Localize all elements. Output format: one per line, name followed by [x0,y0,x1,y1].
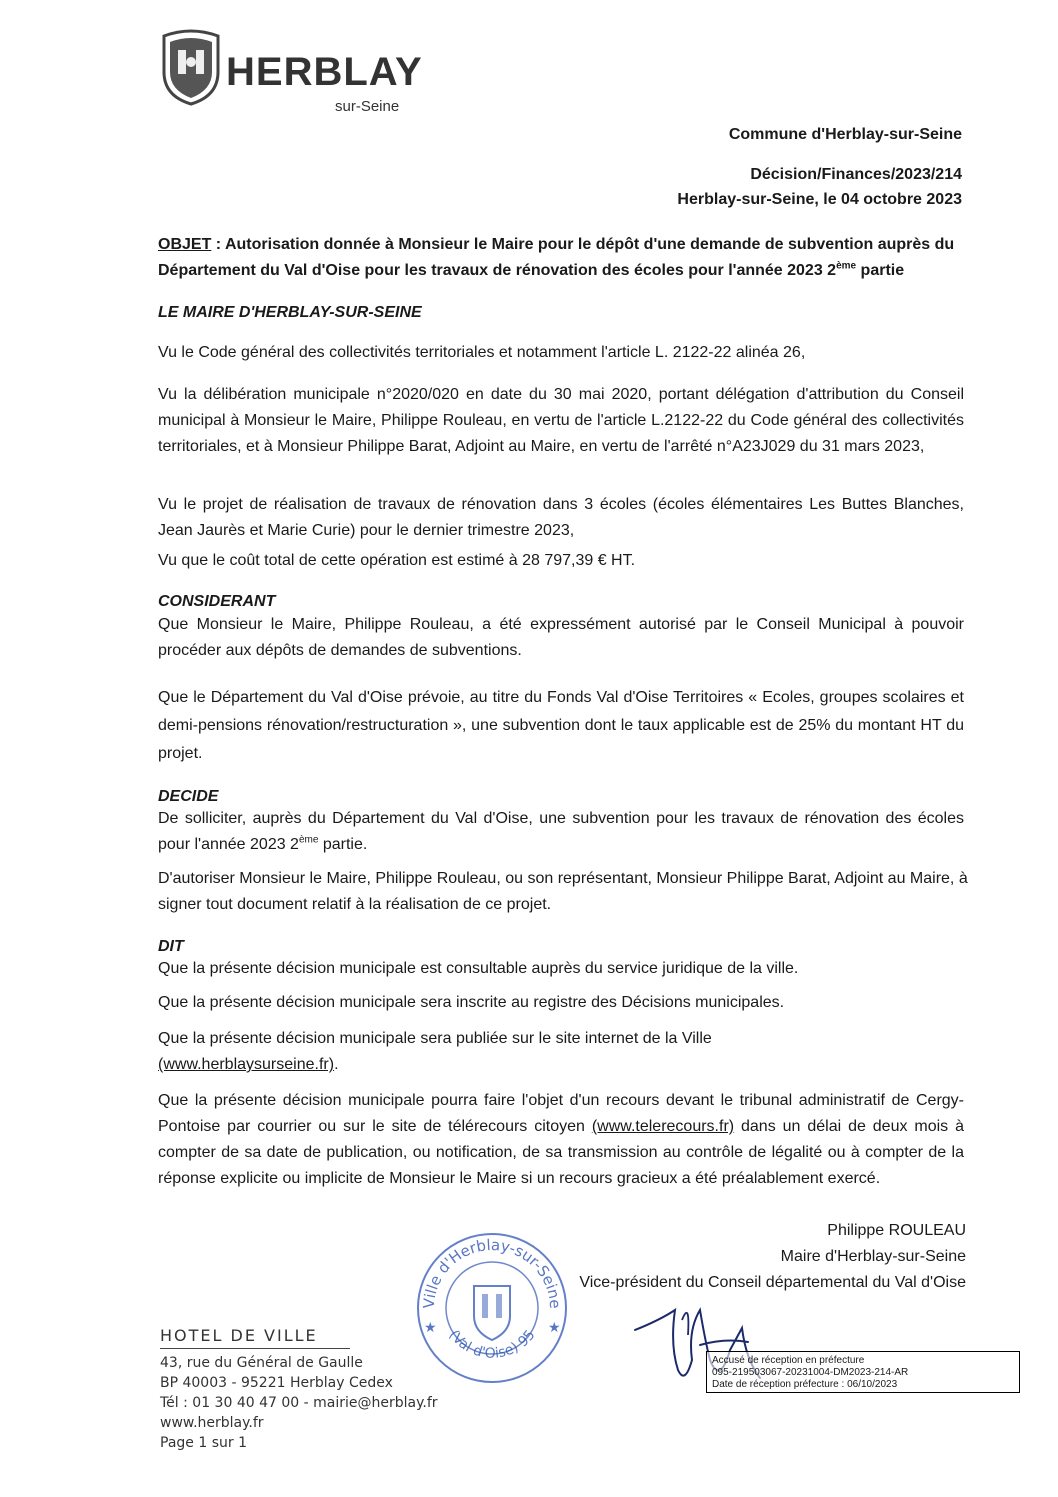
objet-label: OBJET [158,236,212,253]
decision-reference: Décision/Finances/2023/214 [750,166,962,183]
footer-divider [160,1348,350,1349]
vu-paragraph-4: Vu que le coût total de cette opération est estimé à 28 797,39 € HT. [158,552,636,569]
footer-address-line: 43, rue du Général de Gaulle [160,1355,363,1371]
objet-text: Autorisation donnée à Monsieur le Maire pour le dépôt d'une demande de subvention auprès du Département du Val d'Oise pour les travaux de rénovation des écoles pour l'année 2023 2 [158,236,955,279]
logo-name: HERBLAY [226,50,423,94]
considerant-paragraph-1: Que Monsieur le Maire, Philippe Rouleau, a été expressément autorisé par le Conseil Municipal à pouvoir procéder aux dépôts de demandes de subventions. [158,616,964,659]
city-logo [160,28,423,118]
stamp-bottom-text: (Val d'Oise) 95 [445,1327,539,1362]
objet: OBJET : Autorisation donnée à Monsieur le Maire pour le dépôt d'une demande de subvention auprès du Département du Val d'Oise pour les travaux de rénovation des écoles pour l'année 2023 2ème partie [158,236,955,279]
decide-paragraph-1: De solliciter, auprès du Département du Val d'Oise, une subvention pour les travaux de rénovation des écoles pour l'année 2023 2ème partie. [158,810,964,853]
herblay-website-link[interactable]: (www.herblaysurseine.fr) [158,1056,335,1073]
vu-paragraph-2: Vu la délibération municipale n°2020/020 en date du 30 mai 2020, portant délégation d'attribution du Conseil municipal à Monsieur le Maire, Philippe Rouleau, en vertu de l'article L.2122-22 du Code général des collectivités territoriales, et à Monsieur Philippe Barat, Adjoint au Maire, en vertu de l'arrêté n°A23J029 du 31 mars 2023, [158,386,964,455]
place-date: Herblay-sur-Seine, le 04 octobre 2023 [677,191,962,208]
receipt-line-2: 095-219503067-20231004-DM2023-214-AR [712,1367,909,1378]
svg-text:★: ★ [424,1319,437,1335]
vu-paragraph-3: Vu le projet de réalisation de travaux de rénovation dans 3 écoles (écoles élémentaires Les Buttes Blanches, Jean Jaurès et Marie Curie) pour le dernier trimestre 2023, [158,496,964,539]
footer-bp: BP 40003 - 95221 Herblay Cedex [160,1375,393,1391]
vu-paragraph-1: Vu le Code général des collectivités territoriales et notamment l'article L. 2122-22 alinéa 26, [158,344,806,361]
decide-paragraph-2: D'autoriser Monsieur le Maire, Philippe Rouleau, ou son représentant, Monsieur Philippe Barat, Adjoint au Maire, à signer tout document relatif à la réalisation de ce projet. [158,870,968,913]
prefecture-receipt-box [706,1351,1020,1393]
svg-text:Ville d'Herblay-sur-Seine [420,1236,564,1309]
signatory-role-1: Maire d'Herblay-sur-Seine [780,1248,966,1265]
telerecours-link[interactable]: (www.telerecours.fr) [591,1118,735,1135]
page-title: LE MAIRE D'HERBLAY-SUR-SEINE [158,304,422,321]
svg-text:★: ★ [548,1319,561,1335]
logo-subtitle: sur-Seine [335,98,400,115]
receipt-line-1: Accusé de réception en préfecture [712,1355,865,1366]
dit-paragraph-2: Que la présente décision municipale sera inscrite au registre des Décisions municipales. [158,994,785,1011]
decide-heading: DECIDE [158,788,219,805]
page-number: Page 1 sur 1 [160,1435,247,1451]
footer-title: HOTEL DE VILLE [160,1326,318,1345]
dit-paragraph-1: Que la présente décision municipale est consultable auprès du service juridique de la ville. [158,960,799,977]
considerant-heading: CONSIDERANT [158,593,276,610]
signatory-role-2: Vice-président du Conseil départemental du Val d'Oise [579,1274,966,1291]
dit-paragraph-3: Que la présente décision municipale sera publiée sur le site internet de la Ville (www.herblaysurseine.fr). [158,1030,712,1073]
footer-contact: Tél : 01 30 40 47 00 - mairie@herblay.fr [160,1395,438,1411]
signatory-name: Philippe ROULEAU [827,1222,966,1239]
dit-paragraph-4: Que la présente décision municipale pourra faire l'objet d'un recours devant le tribunal administratif de Cergy-Pontoise par courrier ou sur le site de télérecours citoyen (www.telerecours.fr) dans un délai de deux mois à compter de sa date de publication, ou notification, de sa transmission au contrôle de légalité ou à compter de la réponse explicite ou implicite de Monsieur le Maire si un recours gracieux a été préalablement exercé. [158,1092,964,1187]
footer-website[interactable]: www.herblay.fr [160,1415,264,1431]
dit-heading: DIT [158,938,184,955]
receipt-line-3: Date de réception préfecture : 06/10/2023 [712,1379,898,1390]
footer-address [160,1326,438,1453]
signatory-block [579,1218,966,1296]
svg-text:(Val d'Oise) 95 [445,1327,538,1362]
commune-name: Commune d'Herblay-sur-Seine [728,126,962,143]
considerant-paragraph-2: Que le Département du Val d'Oise prévoie, au titre du Fonds Val d'Oise Territoires « Ecoles, groupes scolaires et demi-pensions rénovation/restructuration », une subvention dont le taux applicable est de 25% du montant HT du projet. [158,689,964,762]
coat-of-arms-icon [160,28,222,106]
stamp-outer-text: Ville d'Herblay-sur-Seine [419,1235,565,1310]
